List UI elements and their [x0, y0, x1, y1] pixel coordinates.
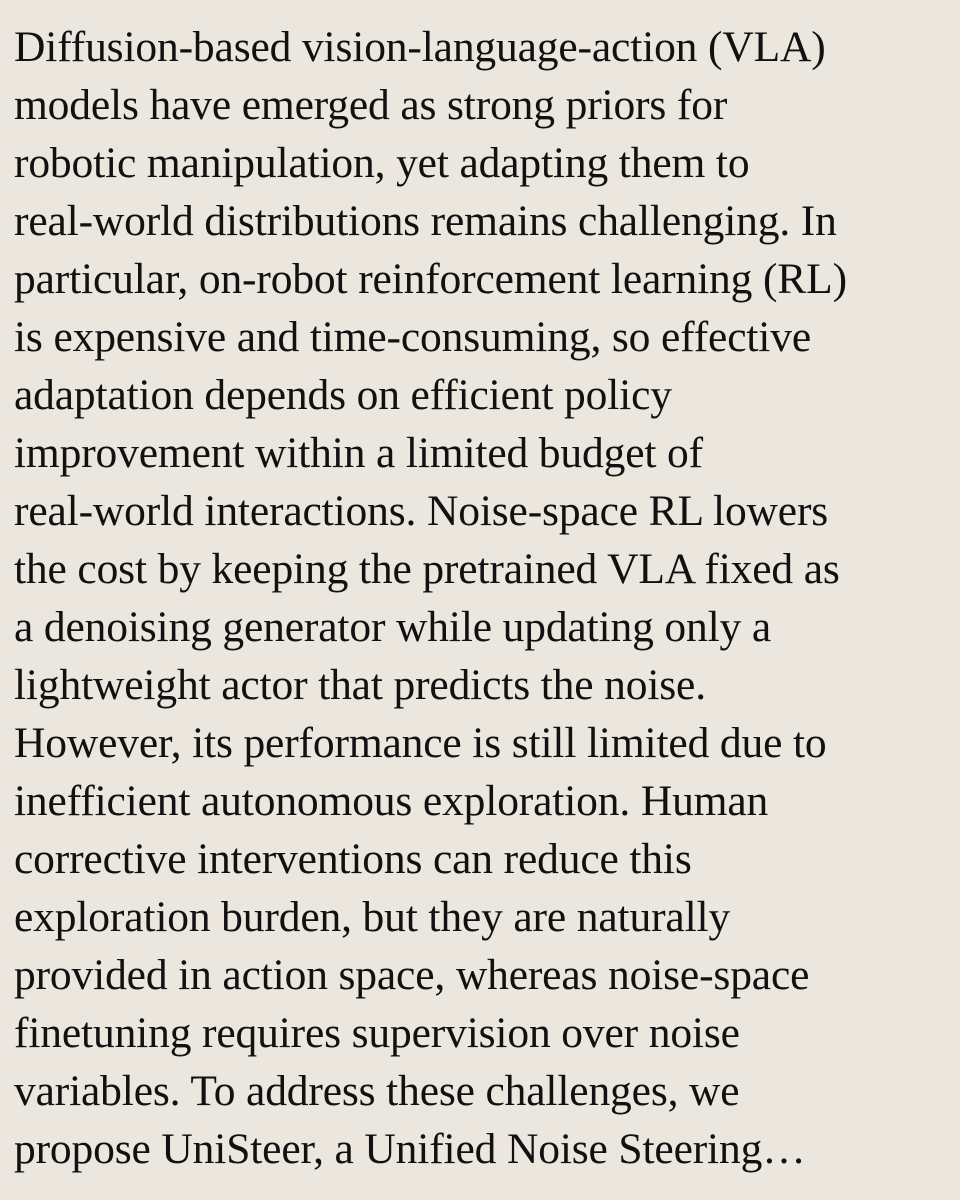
text-line: propose UniSteer, a Unified Noise Steering… [14, 1125, 806, 1173]
text-line: Diffusion-based vision-language-action (VLA) [14, 23, 826, 71]
text-line: adaptation depends on efficient policy [14, 371, 672, 419]
text-line: real-world interactions. Noise-space RL lowers [14, 487, 829, 535]
text-line: real-world distributions remains challenging. In [14, 197, 837, 245]
text-line: robotic manipulation, yet adapting them to [14, 139, 750, 187]
text-line: provided in action space, whereas noise-space [14, 951, 810, 999]
text-line: corrective interventions can reduce this [14, 835, 692, 883]
abstract-text [14, 18, 954, 1178]
text-line: However, its performance is still limited due to [14, 719, 827, 767]
text-line: inefficient autonomous exploration. Human [14, 777, 769, 825]
text-line: the cost by keeping the pretrained VLA fixed as [14, 545, 840, 593]
text-line: lightweight actor that predicts the noise. [14, 661, 706, 709]
text-line: is expensive and time-consuming, so effective [14, 313, 811, 361]
text-line: finetuning requires supervision over noise [14, 1009, 740, 1057]
text-line: models have emerged as strong priors for [14, 81, 728, 129]
text-line: improvement within a limited budget of [14, 429, 703, 477]
text-line: variables. To address these challenges, we [14, 1067, 740, 1115]
text-line: exploration burden, but they are naturally [14, 893, 731, 941]
text-line: a denoising generator while updating only a [14, 603, 772, 651]
text-line: particular, on-robot reinforcement learning (RL) [14, 255, 847, 303]
